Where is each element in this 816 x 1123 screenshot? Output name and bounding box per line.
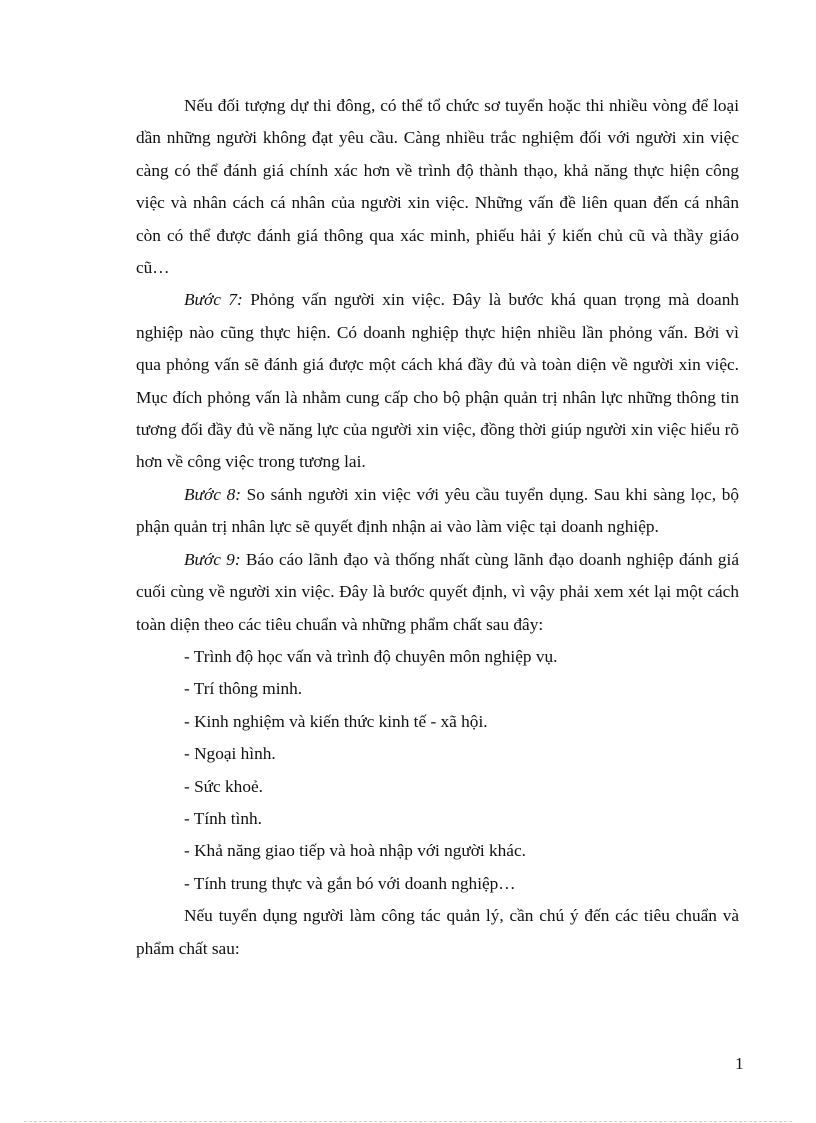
page-number: 1 xyxy=(735,1054,744,1073)
criteria-item: - Tính tình. xyxy=(184,808,262,828)
step-7-paragraph xyxy=(136,284,739,478)
step-8-text: So sánh người xin việc với yêu cầu tuyển dụng. Sau khi sàng lọc, bộ phận quản trị nhân lực sẽ quyết định nhận ai vào làm việc tại doanh nghiệp. xyxy=(136,484,739,537)
page-bottom-divider xyxy=(24,1121,792,1122)
step-7-label: Bước 7: xyxy=(184,290,243,310)
criteria-item: - Kinh nghiệm và kiến thức kinh tế - xã hội. xyxy=(184,711,488,731)
criteria-item: - Sức khoẻ. xyxy=(184,776,263,796)
criteria-item: - Khả năng giao tiếp và hoà nhập với người khác. xyxy=(184,841,526,861)
step-7-text: Phỏng vấn người xin việc. Đây là bước khá quan trọng mà doanh nghiệp nào cũng thực hiện. Có doanh nghiệp thực hiện nhiều lần phỏng vấn. Bởi vì qua phỏng vấn sẽ đánh giá được một cách khá đầy đủ và toàn diện về người xin việc. Mục đích phỏng vấn là nhằm cung cấp cho bộ phận quản trị nhân lực những thông tin tương đối đầy đủ về năng lực của người xin việc, đồng thời giúp người xin việc hiểu rõ hơn về công việc trong tương lai. xyxy=(136,290,739,472)
criteria-list xyxy=(136,641,739,900)
criteria-item: - Trí thông minh. xyxy=(184,679,303,699)
document-body xyxy=(136,90,739,965)
step-8-label: Bước 8: xyxy=(184,484,241,504)
step-8-paragraph xyxy=(136,479,739,544)
step-9-text: Báo cáo lãnh đạo và thống nhất cùng lãnh đạo doanh nghiệp đánh giá cuối cùng về người xin việc. Đây là bước quyết định, vì vậy phải xem xét lại một cách toàn diện theo các tiêu chuẩn và những phẩm chất sau đây: xyxy=(136,549,740,634)
step-9-label: Bước 9: xyxy=(184,549,241,569)
closing-paragraph: Nếu tuyển dụng người làm công tác quản lý, cần chú ý đến các tiêu chuẩn và phẩm chất sau: xyxy=(136,906,739,958)
intro-paragraph: Nếu đối tượng dự thi đông, có thể tổ chức sơ tuyển hoặc thi nhiều vòng để loại dần những người không đạt yêu cầu. Càng nhiều trắc nghiệm đối với người xin việc càng có thể đánh giá chính xác hơn về trình độ thành thạo, khả năng thực hiện công việc và nhân cách cá nhân của người xin việc. Những vấn đề liên quan đến cá nhân còn có thể được đánh giá thông qua xác minh, phiếu hải ý kiến chủ cũ và thầy giáo cũ… xyxy=(136,96,739,278)
step-9-paragraph xyxy=(136,544,739,641)
criteria-item: - Tính trung thực và gắn bó với doanh nghiệp… xyxy=(184,873,516,893)
criteria-item: - Ngoại hình. xyxy=(184,744,276,764)
criteria-item: - Trình độ học vấn và trình độ chuyên môn nghiệp vụ. xyxy=(184,646,558,666)
